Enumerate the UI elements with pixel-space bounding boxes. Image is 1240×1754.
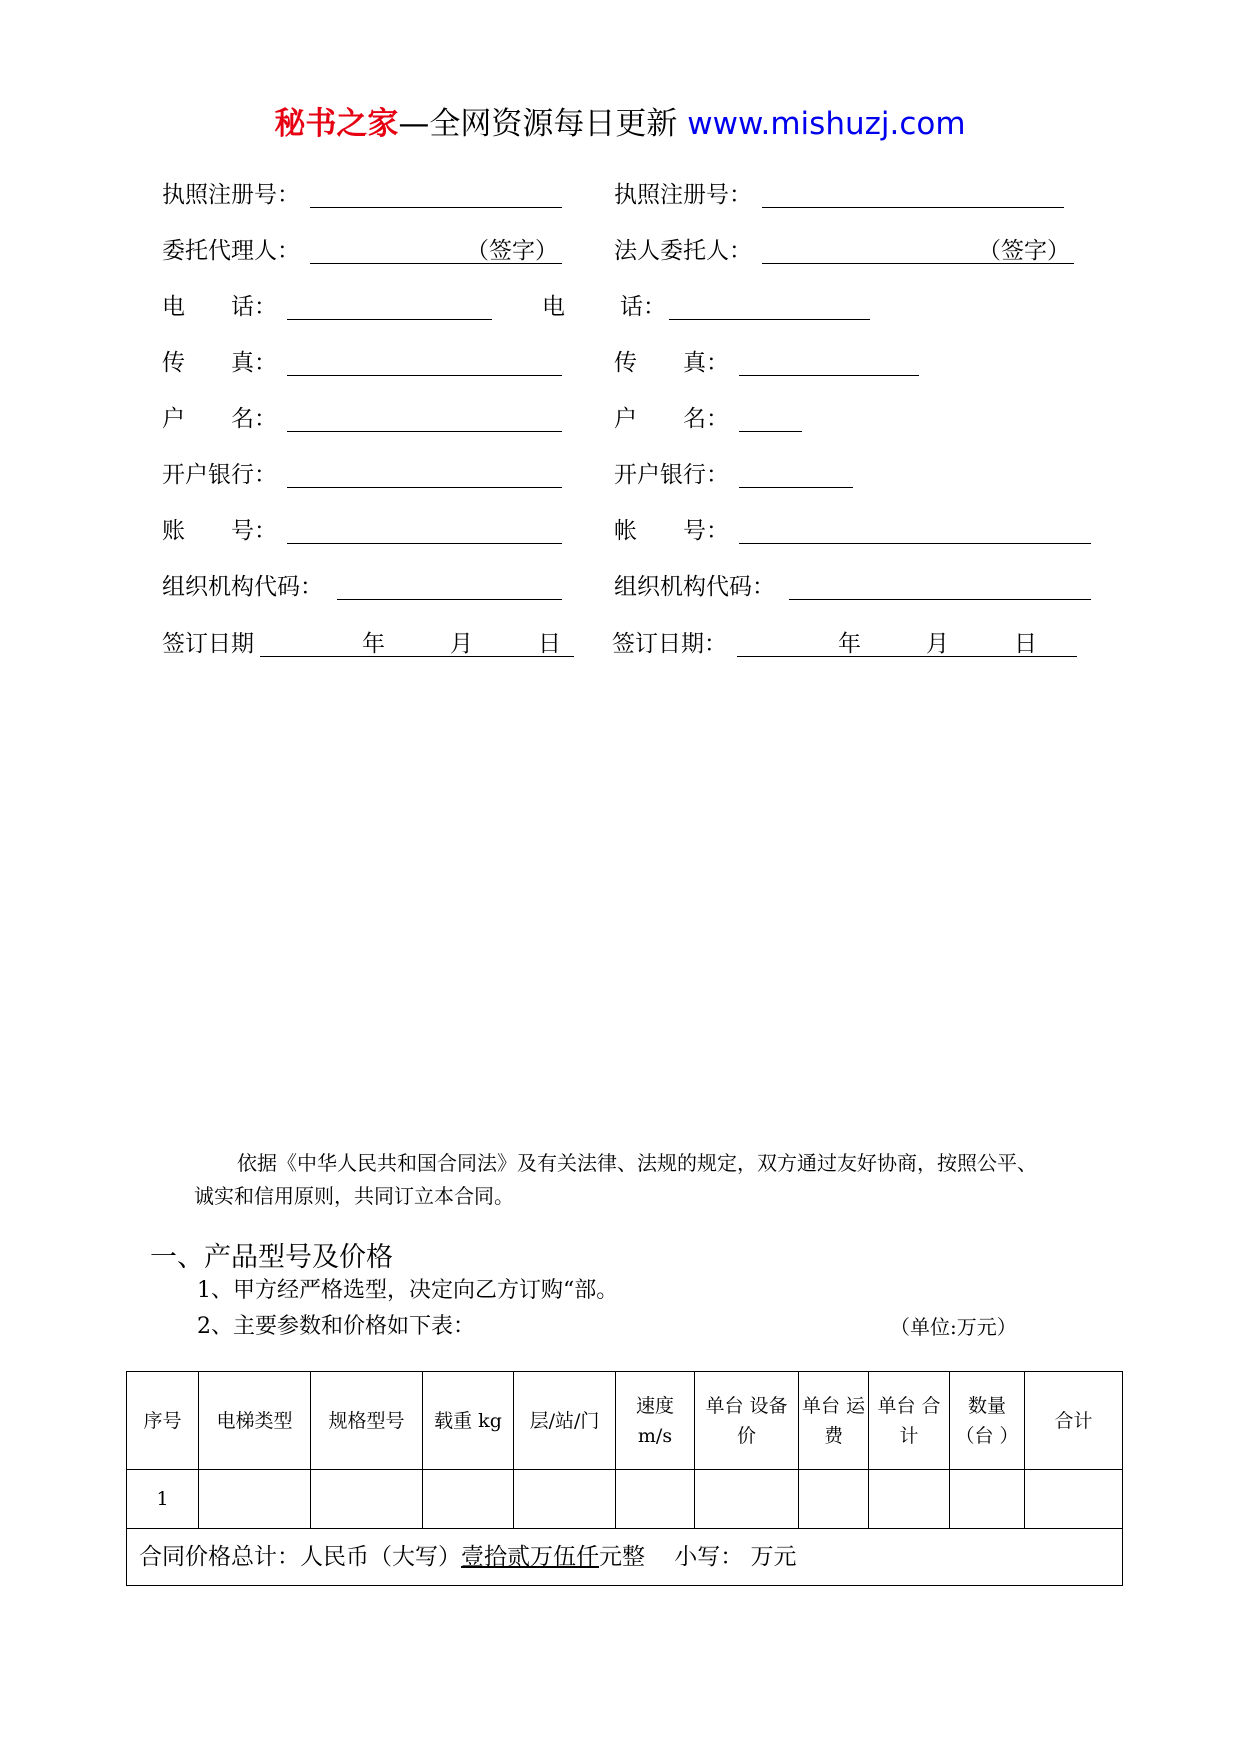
left-org-code-row xyxy=(162,571,562,603)
header-cell: 单台 运费 xyxy=(799,1372,869,1470)
banner-brand: 秘书之家 xyxy=(274,106,399,142)
header-cell: 层/站/门 xyxy=(514,1372,616,1470)
right-phone-label-a: 电 xyxy=(542,294,565,320)
left-license-field[interactable] xyxy=(310,179,562,208)
left-fax-row xyxy=(162,347,562,379)
right-fax-row xyxy=(614,347,920,379)
header-cell: 载重 kg xyxy=(423,1372,514,1470)
right-account-no-label: 帐 号： xyxy=(614,518,729,544)
header-cell: 合计 xyxy=(1025,1372,1123,1470)
table-cell[interactable] xyxy=(950,1470,1025,1529)
left-sign-note: （签字） xyxy=(466,238,558,264)
table-cell[interactable] xyxy=(311,1470,423,1529)
small-amount-value: 万元 xyxy=(743,1544,797,1570)
right-license-row xyxy=(614,179,1068,211)
right-sign-date-label: 签订日期： xyxy=(612,631,727,657)
left-bank-field[interactable] xyxy=(287,459,562,488)
left-sign-date-label: 签订日期 xyxy=(162,631,254,657)
left-phone-field[interactable] xyxy=(287,291,492,320)
right-phone-row xyxy=(542,291,872,323)
right-license-label: 执照注册号： xyxy=(614,182,752,208)
table-cell[interactable] xyxy=(423,1470,514,1529)
right-month-label: 月 xyxy=(926,631,949,657)
header-cell: 数量 （台 ） xyxy=(950,1372,1025,1470)
table-cell[interactable] xyxy=(514,1470,616,1529)
left-bank-row xyxy=(162,459,562,491)
left-account-no-field[interactable] xyxy=(287,515,562,544)
table-header-row xyxy=(127,1372,1123,1470)
section-1-item-1: 1、甲方经严格选型，决定向乙方订购“部。 xyxy=(197,1278,619,1303)
right-phone-field[interactable] xyxy=(669,291,870,320)
intro-line-2: 诚实和信用原则，共同订立本合同。 xyxy=(194,1184,514,1208)
unit-note: （单位:万元） xyxy=(890,1315,1017,1339)
banner-url[interactable]: www.mishuzj.com xyxy=(687,106,966,142)
total-amount-words: 壹拾贰万伍仟 xyxy=(461,1544,599,1570)
left-agent-label: 委托代理人： xyxy=(162,238,300,264)
site-banner xyxy=(0,104,1240,144)
table-total-row xyxy=(127,1529,1123,1586)
left-sign-date-field[interactable] xyxy=(260,628,574,657)
right-year-label: 年 xyxy=(838,631,861,657)
header-cell: 速度 m/s xyxy=(616,1372,695,1470)
right-bank-label: 开户银行： xyxy=(614,462,729,488)
banner-tagline: —全网资源每日更新 xyxy=(398,106,678,142)
right-fax-label: 传 真： xyxy=(614,350,729,376)
right-bank-field[interactable] xyxy=(739,459,853,488)
right-agent-row xyxy=(614,235,1078,267)
right-org-code-field[interactable] xyxy=(789,571,1091,600)
left-agent-row xyxy=(162,235,562,267)
right-account-name-row xyxy=(614,403,804,435)
price-table xyxy=(126,1371,1123,1586)
right-sign-date-row xyxy=(612,628,1078,660)
header-cell: 规格型号 xyxy=(311,1372,423,1470)
left-fax-label: 传 真： xyxy=(162,350,277,376)
right-account-name-label: 户 名： xyxy=(614,406,729,432)
left-org-code-label: 组织机构代码： xyxy=(162,574,323,600)
left-sign-date-row xyxy=(162,628,574,660)
header-cell: 电梯类型 xyxy=(199,1372,311,1470)
left-account-name-label: 户 名： xyxy=(162,406,277,432)
left-phone-row xyxy=(162,291,492,323)
header-cell: 单台 设备价 xyxy=(695,1372,799,1470)
table-cell[interactable] xyxy=(695,1470,799,1529)
left-month-label: 月 xyxy=(450,631,473,657)
left-org-code-field[interactable] xyxy=(337,571,562,600)
left-account-no-label: 账 号： xyxy=(162,518,277,544)
section-1-item-2: 2、主要参数和价格如下表： xyxy=(197,1314,475,1339)
table-cell[interactable] xyxy=(616,1470,695,1529)
right-fax-field[interactable] xyxy=(739,347,919,376)
total-suffix: 元整 xyxy=(599,1544,645,1570)
header-cell: 单台 合计 xyxy=(869,1372,950,1470)
total-cell xyxy=(127,1529,1123,1586)
left-day-label: 日 xyxy=(538,631,561,657)
right-phone-label-b: 话： xyxy=(620,294,666,320)
small-amount-label: 小写： xyxy=(674,1544,744,1570)
left-license-label: 执照注册号： xyxy=(162,182,300,208)
left-account-no-row xyxy=(162,515,562,547)
right-account-no-field[interactable] xyxy=(739,515,1091,544)
right-bank-row xyxy=(614,459,854,491)
table-cell[interactable] xyxy=(1025,1470,1123,1529)
right-account-no-row xyxy=(614,515,1092,547)
left-fax-field[interactable] xyxy=(287,347,562,376)
left-bank-label: 开户银行： xyxy=(162,462,277,488)
left-year-label: 年 xyxy=(362,631,385,657)
left-account-name-field[interactable] xyxy=(287,403,562,432)
header-cell: 序号 xyxy=(127,1372,199,1470)
right-sign-note: （签字） xyxy=(978,238,1070,264)
table-cell: 1 xyxy=(127,1470,199,1529)
left-phone-label: 电 话： xyxy=(162,294,277,320)
table-row xyxy=(127,1470,1123,1529)
right-day-label: 日 xyxy=(1014,631,1037,657)
right-org-code-row xyxy=(614,571,1092,603)
table-cell[interactable] xyxy=(869,1470,950,1529)
right-license-field[interactable] xyxy=(762,179,1064,208)
table-cell[interactable] xyxy=(199,1470,311,1529)
left-account-name-row xyxy=(162,403,562,435)
right-account-name-field[interactable] xyxy=(739,403,802,432)
left-license-row xyxy=(162,179,562,211)
intro-line-1: 依据《中华人民共和国合同法》及有关法律、法规的规定，双方通过友好协商，按照公平、 xyxy=(237,1151,1037,1175)
section-1-title: 一、产品型号及价格 xyxy=(150,1242,393,1273)
table-cell[interactable] xyxy=(799,1470,869,1529)
total-label: 合同价格总计：人民币（大写） xyxy=(139,1544,461,1570)
right-org-code-label: 组织机构代码： xyxy=(614,574,775,600)
right-agent-label: 法人委托人： xyxy=(614,238,752,264)
